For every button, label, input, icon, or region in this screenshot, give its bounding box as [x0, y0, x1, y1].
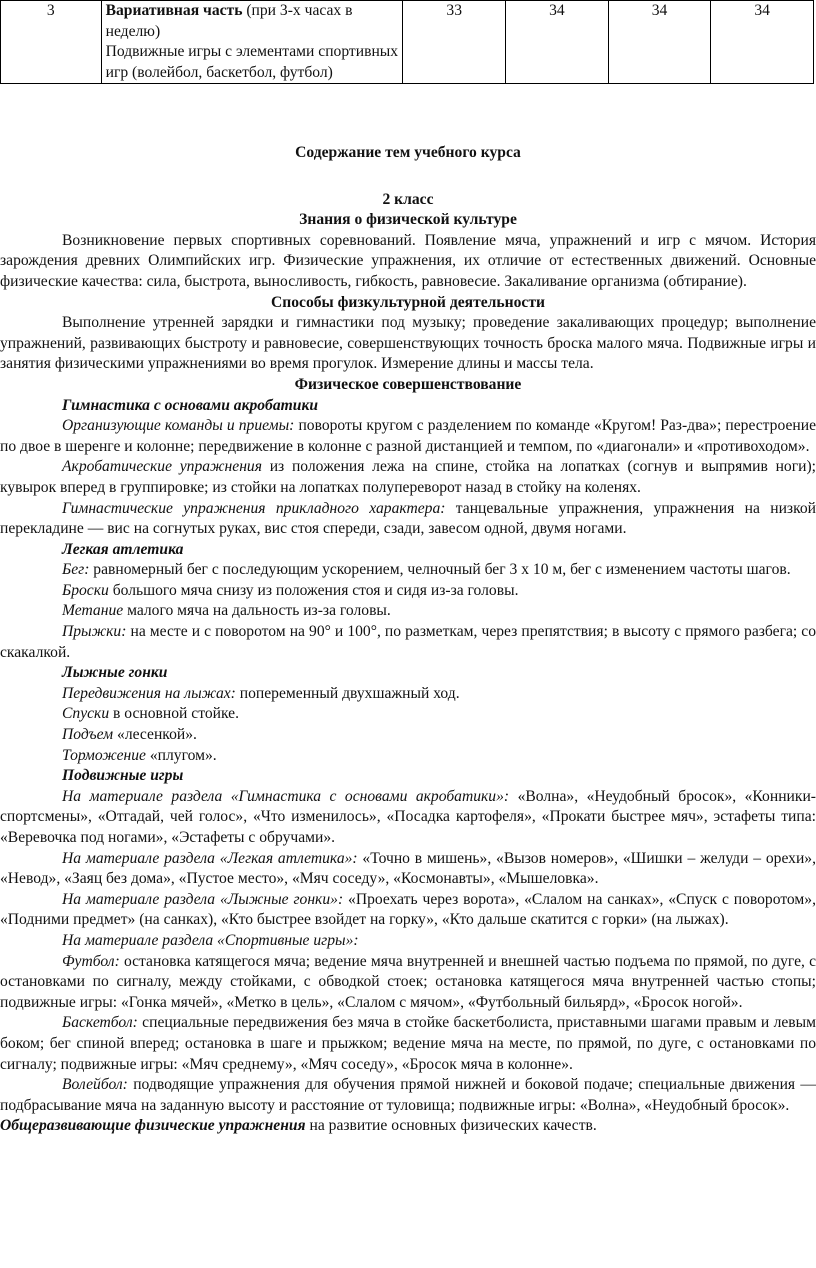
games-term-3: На материале раздела «Лыжные гонки»: [62, 890, 344, 908]
ski-term-2: Спуски [62, 705, 110, 723]
subsection-athletics: Легкая атлетика [62, 540, 184, 558]
gym-term-1: Организующие команды и приемы: [62, 417, 295, 435]
course-content [0, 143, 816, 1137]
ski-term-3: Подъем [62, 726, 114, 744]
games-description: Подвижные игры с элементами спортивных игр (волейбол, баскетбол, футбол) [105, 43, 399, 81]
subsection-skiing: Лыжные гонки [62, 664, 168, 682]
games-term-2: На материале раздела «Легкая атлетика»: [62, 849, 358, 867]
volleyball-text: подводящие упражнения для обучения прямой нижней и боковой подаче; специальные движения — подбрасывание мяча на заданную высоту и расстояние от туловища; подвижные игры: «Волна», «Неудобный бросок». [0, 1076, 816, 1114]
games-text-1: «Волна», «Неудобный бросок», «Конники-спортсмены», «Отгадай, чей голос», «Что изменилось», «Посадка картофеля», «Прокати быстрее мяч», эстафеты типа: «Веревочка под ногами», «Эстафеты с обручами». [0, 787, 816, 846]
athletics-term-1: Бег: [62, 561, 90, 579]
ski-paragraph-4 [0, 746, 816, 767]
row-number-cell: 3 [1, 1, 102, 84]
grade-heading: 2 класс [382, 190, 434, 208]
ski-text-2: в основной стойке. [109, 705, 239, 723]
page-title: Содержание тем учебного курса [295, 144, 521, 161]
ski-term-4: Торможение [62, 746, 146, 764]
athletics-text-2: большого мяча снизу из положения стоя и сидя из-за головы. [108, 581, 519, 599]
athletics-text-4: на месте и с поворотом на 90° и 100°, по разметкам, через препятствия; в высоту с прямого разбега; со скакалкой. [0, 623, 816, 661]
games-term-4: На материале раздела «Спортивные игры»: [62, 931, 359, 949]
section-heading-physical: Физическое совершенствование [294, 375, 522, 393]
basketball-text: специальные передвижения без мяча в стойке баскетболиста, приставными шагами правым и левым боком; бег спиной вперед; остановка в шаге и прыжком; ведение мяча на месте, по прямой, по дуге, с остановками по сигналу; подвижные игры: «Мяч среднему», «Мяч соседу», «Бросок мяча в колонне». [0, 1014, 816, 1073]
hours-cell-3: 34 [608, 1, 711, 84]
ski-text-1: попеременный двухшажный ход. [235, 684, 460, 702]
subsection-games: Подвижные игры [62, 767, 184, 785]
ski-paragraph-1 [0, 684, 816, 705]
ski-paragraph-3 [0, 725, 816, 746]
games-paragraph-2 [0, 849, 816, 890]
general-exercises-term: Общеразвивающие физические упражнения [0, 1117, 306, 1135]
hours-cell-2: 34 [506, 1, 609, 84]
football-text: остановка катящегося мяча; ведение мяча внутренней и внешней частью подъема по прямой, по дуге, с остановками по сигналу, между стойками, с обводкой стоек; остановка катящегося мяча внутренней частью стопы; подвижные игры: «Гонка мячей», «Метко в цель», «Слалом с мячом», «Футбольный бильярд», «Бросок ногой». [0, 952, 816, 1011]
ski-text-4: «плугом». [145, 746, 217, 764]
ski-term-1: Передвижения на лыжах: [62, 684, 236, 702]
games-paragraph-1 [0, 787, 816, 849]
ski-paragraph-2 [0, 704, 816, 725]
ski-text-3: «лесенкой». [113, 726, 197, 744]
methods-paragraph: Выполнение утренней зарядки и гимнастики под музыку; проведение закаливающих процедур; выполнение упражнений, развивающих быстроту и равновесие, совершенствующих точность броска малого мяча. Подвижные игры и занятия физическими упражнениями во время прогулок. Измерение длины и массы тела. [0, 314, 816, 373]
games-paragraph-volleyball [0, 1075, 816, 1116]
football-term: Футбол: [62, 952, 120, 970]
gym-text-3: танцевальные упражнения, упражнения на низкой перекладине — вис на согнутых руках, вис стоя спереди, сзади, завесом одной, двумя ногами. [0, 499, 816, 538]
gym-paragraph-1 [0, 416, 816, 457]
gym-term-2: Акробатические упражнения [62, 458, 262, 476]
volleyball-term: Волейбол: [62, 1076, 128, 1094]
gym-text-1: повороты кругом с разделением по команде «Кругом! Раз-два»; перестроение по двое в шеренге и колонне; передвижение в колонне с разной дистанцией и темпом, по «диагонали» и «противоходом». [0, 417, 816, 455]
variative-part-label: Вариативная часть [105, 2, 243, 19]
athletics-term-4: Прыжки: [62, 623, 127, 641]
athletics-text-3: малого мяча на дальность из-за головы. [123, 602, 391, 620]
section-heading-knowledge: Знания о физической культуре [299, 211, 517, 229]
games-text-2: «Точно в мишень», «Вызов номеров», «Шишки – желуди – орехи», «Невод», «Заяц без дома», «Пустое место», «Мяч соседу», «Космонавты», «Мышеловка». [0, 849, 816, 888]
games-term-1: На материале раздела «Гимнастика с основами акробатики»: [62, 787, 510, 805]
gym-term-3: Гимнастические упражнения прикладного характера: [62, 499, 446, 517]
athletics-text-1: равномерный бег с последующим ускорением, челночный бег 3 х 10 м, бег с изменением частоты шагов. [89, 561, 791, 579]
general-exercises-text: на развитие основных физических качеств. [305, 1117, 597, 1135]
gym-paragraph-2 [0, 457, 816, 498]
games-paragraph-3 [0, 890, 816, 931]
subsection-gymnastics: Гимнастика с основами акробатики [62, 396, 319, 414]
gym-text-2: из положения лежа на спине, стойка на лопатках (согнув и выпрямив ноги); кувырок вперед в группировке; из стойки на лопатках полупереворот назад в стойку на коленях. [0, 458, 816, 496]
general-exercises-paragraph [0, 1116, 816, 1137]
games-paragraph-football [0, 952, 816, 1014]
athletics-term-3: Метание [62, 602, 124, 620]
table-row [1, 1, 814, 84]
hours-table [0, 0, 814, 84]
athletics-paragraph-2 [0, 581, 816, 602]
games-text-3: «Проехать через ворота», «Слалом на санках», «Спуск с поворотом», «Подними предмет» (на санках), «Кто быстрее взойдет на горку», «Кто дальше скатится с горки» (на лыжах). [0, 890, 816, 929]
hours-cell-4: 34 [711, 1, 814, 84]
games-paragraph-4 [0, 931, 816, 952]
athletics-term-2: Броски [62, 581, 109, 599]
gym-paragraph-3 [0, 499, 816, 540]
athletics-paragraph-3 [0, 601, 816, 622]
athletics-paragraph-1 [0, 560, 816, 581]
knowledge-paragraph: Возникновение первых спортивных соревнований. Появление мяча, упражнений и игр с мячом. История зарождения древних Олимпийских игр. Физические упражнения, их отличие от естественных движений. Основные физические качества: сила, быстрота, выносливость, гибкость, равновесие. Закаливание организма (обтирание). [0, 231, 816, 290]
description-cell [101, 1, 403, 84]
games-paragraph-basketball [0, 1013, 816, 1075]
athletics-paragraph-4 [0, 622, 816, 663]
hours-cell-1: 33 [403, 1, 506, 84]
section-heading-methods: Способы физкультурной деятельности [270, 293, 545, 311]
hours-note: (при 3-х часах в неделю) [105, 2, 353, 40]
basketball-term: Баскетбол: [62, 1014, 138, 1032]
